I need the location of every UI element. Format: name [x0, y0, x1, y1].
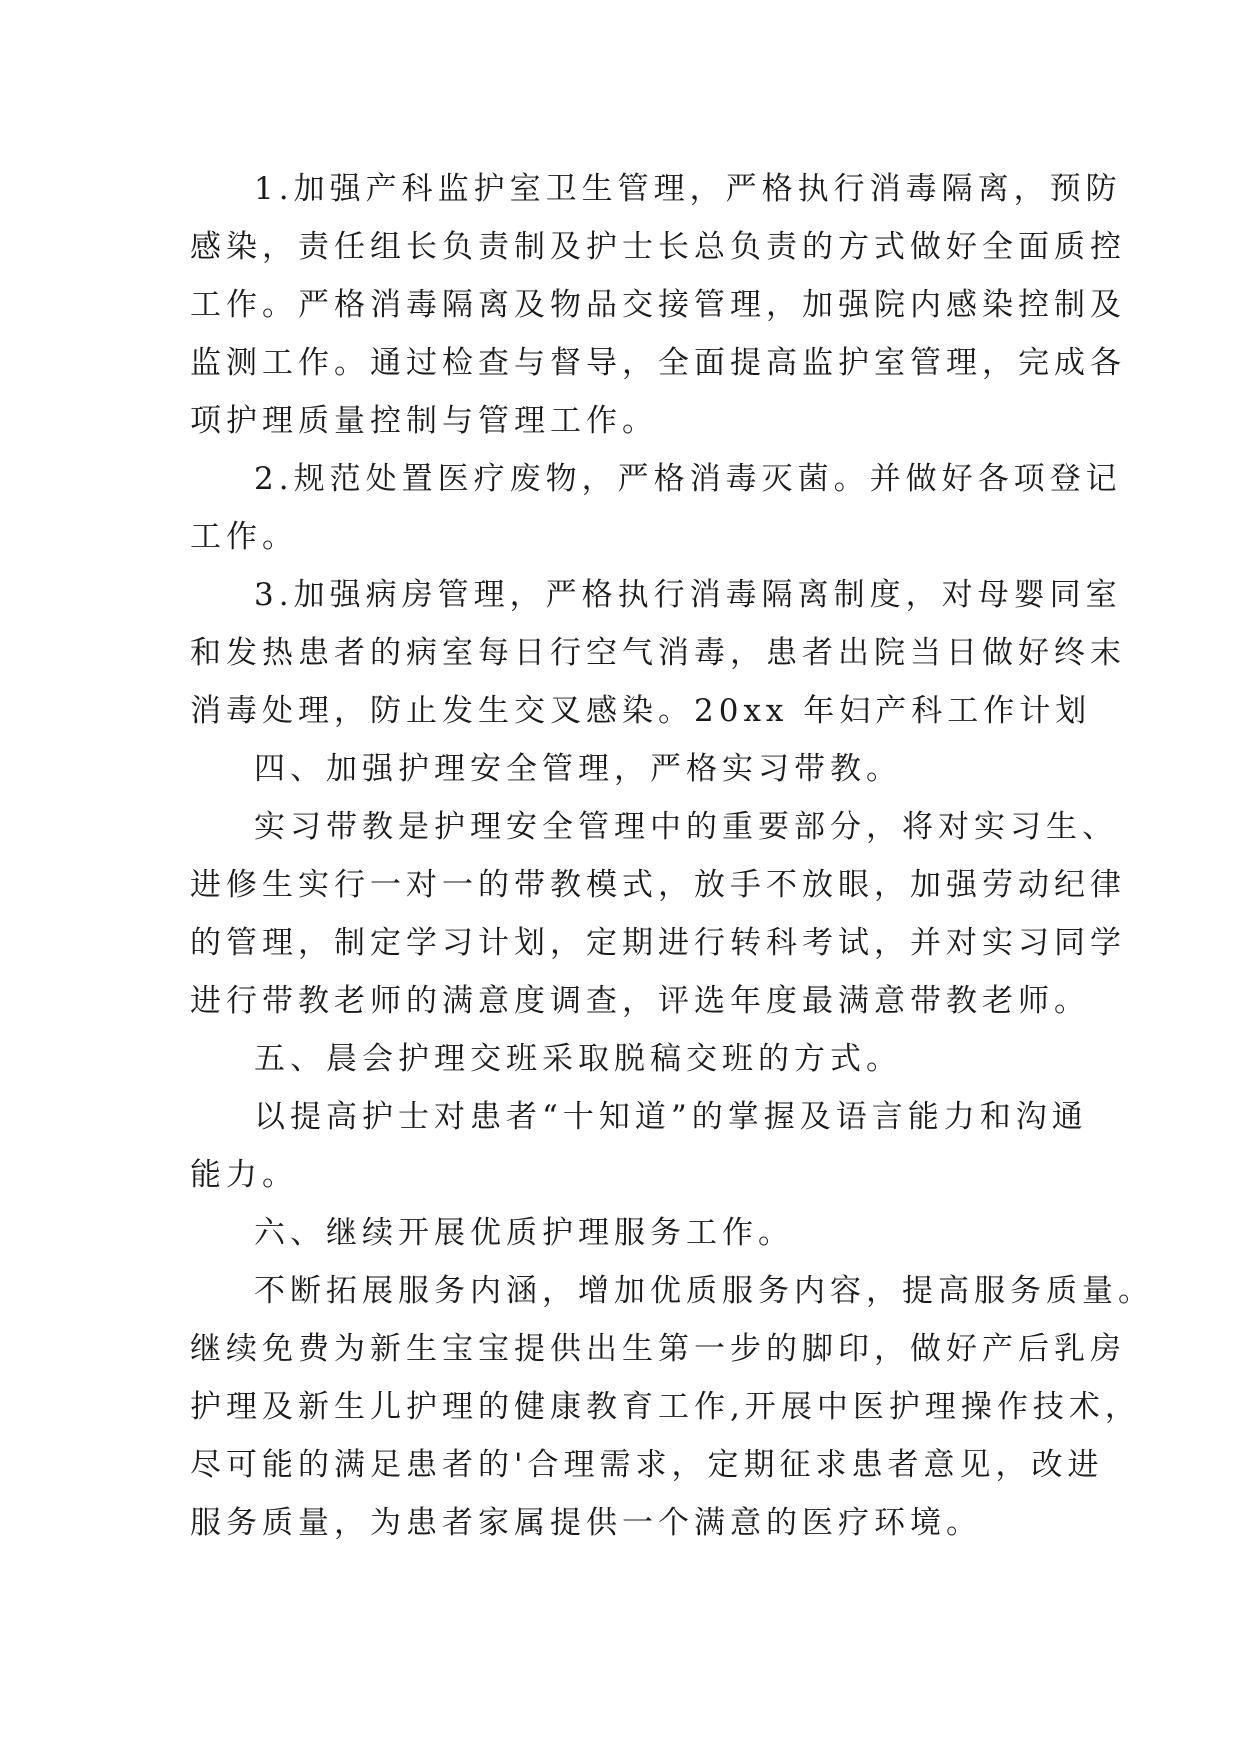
- text-line: 继续免费为新生宝宝提供出生第一步的脚印，做好产后乳房: [190, 1331, 1126, 1367]
- text-line: 实习带教是护理安全管理中的重要部分，将对实习生、: [254, 809, 1118, 845]
- text-line: 服务质量，为患者家属提供一个满意的医疗环境。: [190, 1505, 982, 1541]
- section-heading: 六、继续开展优质护理服务工作。: [254, 1215, 794, 1251]
- text-line: 的管理，制定学习计划，定期进行转科考试，并对实习同学: [190, 925, 1126, 961]
- text-line: 能力。: [190, 1157, 298, 1193]
- document-body: [190, 160, 1154, 1552]
- text-line: 护理及新生儿护理的健康教育工作,开展中医护理操作技术，: [190, 1389, 1141, 1425]
- text-line: 尽可能的满足患者的'合理需求，定期征求患者意见，改进: [190, 1447, 1104, 1483]
- section-heading: 五、晨会护理交班采取脱稿交班的方式。: [254, 1041, 902, 1077]
- text-line: 3.加强病房管理，严格执行消毒隔离制度，对母婴同室: [254, 577, 1122, 613]
- text-line: 监测工作。通过检查与督导，全面提高监护室管理，完成各: [190, 345, 1126, 381]
- text-line: 感染，责任组长负责制及护士长总负责的方式做好全面质控: [190, 229, 1126, 265]
- text-line: 2.规范处置医疗废物，严格消毒灭菌。并做好各项登记: [254, 461, 1122, 497]
- text-line: 进行带教老师的满意度调查，评选年度最满意带教老师。: [190, 983, 1090, 1019]
- text-line: 1.加强产科监护室卫生管理，严格执行消毒隔离，预防: [254, 171, 1122, 207]
- text-line: 项护理质量控制与管理工作。: [190, 403, 658, 439]
- text-line: 工作。: [190, 519, 298, 555]
- text-line: 以提高护士对患者“十知道”的掌握及语言能力和沟通: [254, 1099, 1088, 1135]
- text-line: 不断拓展服务内涵，增加优质服务内容，提高服务质量。: [254, 1273, 1154, 1309]
- text-line: 进修生实行一对一的带教模式，放手不放眼，加强劳动纪律: [190, 867, 1126, 903]
- section-heading: 四、加强护理安全管理，严格实习带教。: [254, 751, 902, 787]
- text-line: 和发热患者的病室每日行空气消毒，患者出院当日做好终末: [190, 635, 1126, 671]
- text-line: 工作。严格消毒隔离及物品交接管理，加强院内感染控制及: [190, 287, 1126, 323]
- text-line: 消毒处理，防止发生交叉感染。20xx 年妇产科工作计划: [190, 693, 1092, 729]
